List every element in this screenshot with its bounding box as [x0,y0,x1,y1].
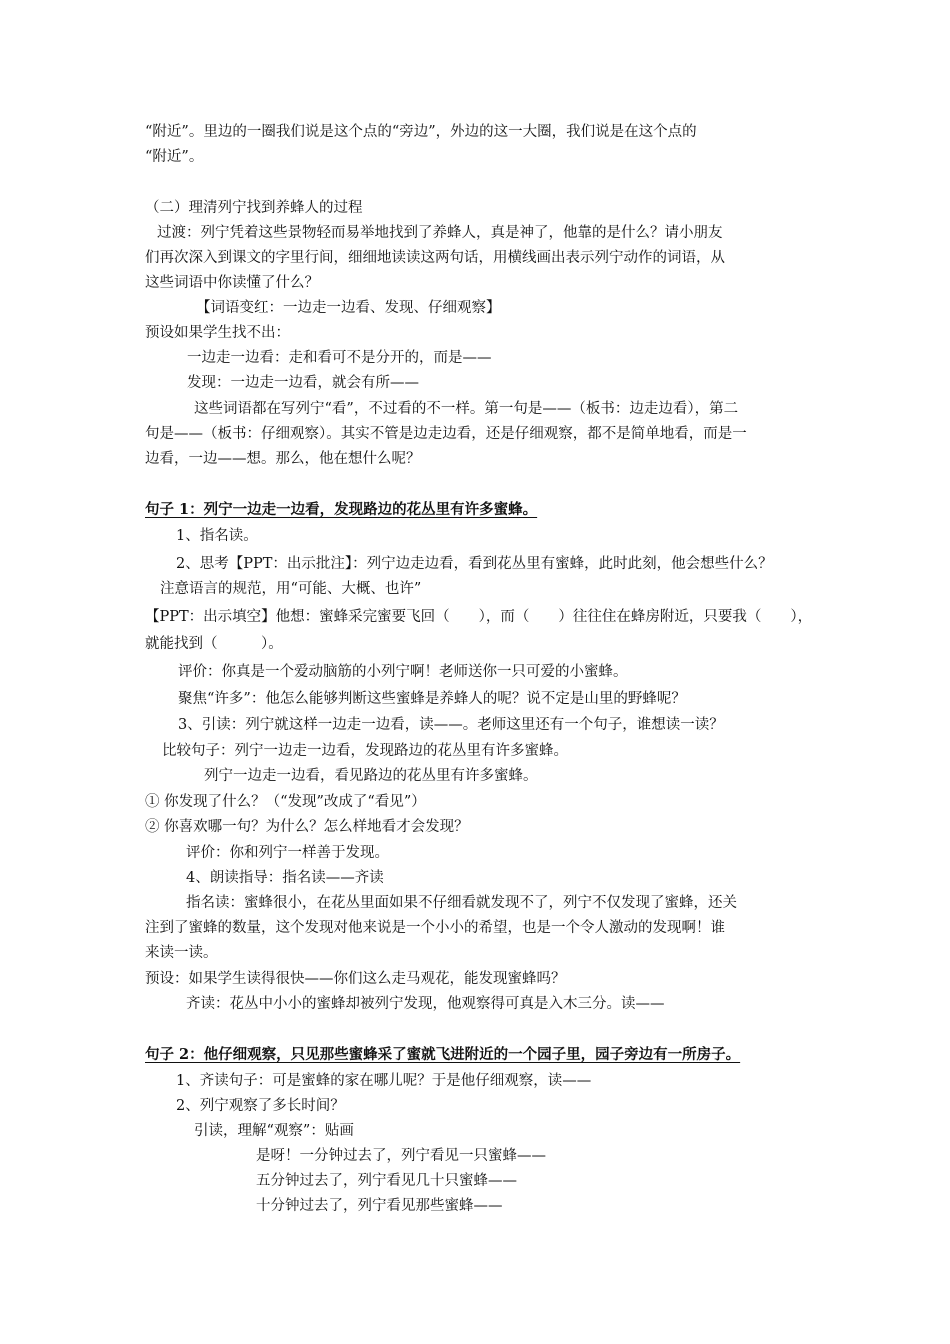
paragraph-line: 引读，理解“观察”：贴画 [194,1123,354,1139]
paragraph-line: 1、齐读句子：可是蜜蜂的家在哪儿呢？于是他仔细观察，读—— [176,1073,592,1089]
paragraph-line: “附近”。里边的一圈我们说是这个点的“旁边”，外边的这一大圈，我们说是在这个点的 [145,124,697,140]
paragraph-line: 聚焦“许多”：他怎么能够判断这些蜜蜂是养蜂人的呢？说不定是山里的野蜂呢？ [178,691,686,707]
paragraph-line: 评价：你真是一个爱动脑筋的小列宁啊！老师送你一只可爱的小蜜蜂。 [178,664,628,680]
paragraph-line: 1、指名读。 [176,528,258,544]
paragraph-line: 评价：你和列宁一样善于发现。 [186,845,389,861]
paragraph-line: 4、朗读指导：指名读——齐读 [186,870,384,886]
paragraph-line: 列宁一边走一边看，看见路边的花丛里有许多蜜蜂。 [204,768,538,784]
paragraph-line: 注到了蜜蜂的数量，这个发现对他来说是一个小小的希望，也是一个令人激动的发现啊！谁 [145,920,725,936]
paragraph-line: ① 你发现了什么？（“发现”改成了“看见”） [145,794,426,810]
paragraph-line: 边看，一边——想。那么，他在想什么呢？ [145,451,421,467]
paragraph-line: 来读一读。 [145,945,218,961]
paragraph-line: 五分钟过去了，列宁看见几十只蜜蜂—— [256,1173,517,1189]
paragraph-line: 就能找到（ ）。 [145,636,283,652]
paragraph-line: 【词语变红：一边走一边看、发现、仔细观察】 [196,300,501,316]
paragraph-line: “附近”。 [145,149,204,165]
paragraph-line: 指名读：蜜蜂很小，在花丛里面如果不仔细看就发现不了，列宁不仅发现了蜜蜂，还关 [186,895,737,911]
sentence-heading: 句子 1：列宁一边走一边看，发现路边的花丛里有许多蜜蜂。 [145,501,538,518]
paragraph-line: 注意语言的规范，用“可能、大概、也许” [160,581,422,597]
paragraph-line: 2、思考【PPT：出示批注】：列宁边走边看，看到花丛里有蜜蜂，此时此刻，他会想些什么？ [176,556,773,572]
paragraph-line: 3、引读：列宁就这样一边走一边看，读——。老师这里还有一个句子，谁想读一读？ [178,717,724,733]
paragraph-line: 是呀！一分钟过去了，列宁看见一只蜜蜂—— [256,1148,546,1164]
paragraph-line: 预设如果学生找不出： [145,325,290,341]
paragraph-line: 句是——（板书：仔细观察）。其实不管是边走边看，还是仔细观察，都不是简单地看，而是一 [145,426,747,442]
paragraph-line: 这些词语中你读懂了什么？ [145,275,319,291]
paragraph-line: ② 你喜欢哪一句？为什么？怎么样地看才会发现？ [145,819,469,835]
paragraph-line: 比较句子：列宁一边走一边看，发现路边的花丛里有许多蜜蜂。 [162,743,568,759]
section-heading: （二）理清列宁找到养蜂人的过程 [145,200,363,216]
paragraph-line: 齐读：花丛中小小的蜜蜂却被列宁发现，他观察得可真是入木三分。读—— [186,996,665,1012]
paragraph-line: 【PPT：出示填空】他想：蜜蜂采完蜜要飞回（ ），而（ ）往往住在蜂房附近，只要我（ ）， [145,609,813,625]
paragraph-line: 们再次深入到课文的字里行间，细细地读读这两句话，用横线画出表示列宁动作的词语，从 [145,250,725,266]
paragraph-line: 过渡：列宁凭着这些景物轻而易举地找到了养蜂人，真是神了，他靠的是什么？请小朋友 [157,225,723,241]
paragraph-line: 十分钟过去了，列宁看见那些蜜蜂—— [256,1198,503,1214]
paragraph-line: 预设：如果学生读得很快——你们这么走马观花，能发现蜜蜂吗？ [145,971,566,987]
paragraph-line: 这些词语都在写列宁“看”，不过看的不一样。第一句是——（板书：边走边看），第二 [194,401,739,417]
paragraph-line: 2、列宁观察了多长时间？ [176,1098,345,1114]
sentence-heading: 句子 2：他仔细观察，只见那些蜜蜂采了蜜就飞进附近的一个园子里，园子旁边有一所房子。 [145,1046,741,1063]
paragraph-line: 发现：一边走一边看，就会有所—— [187,375,419,391]
paragraph-line: 一边走一边看：走和看可不是分开的，而是—— [187,350,492,366]
